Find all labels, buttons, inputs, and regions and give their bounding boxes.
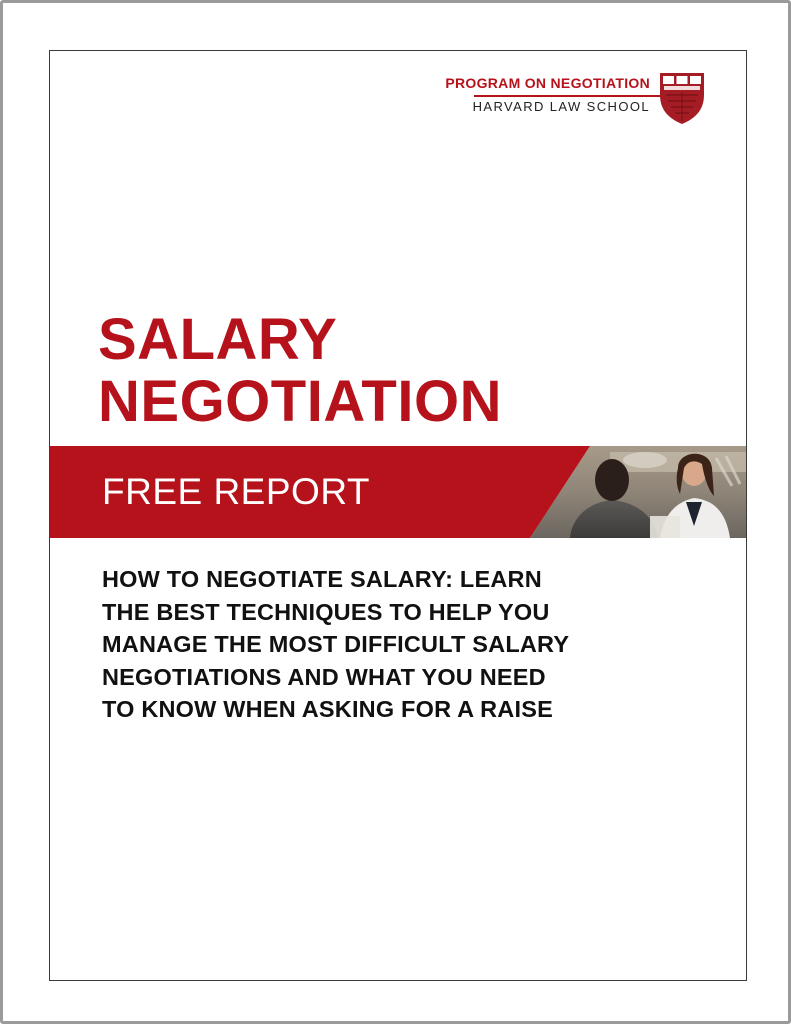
logo-program-name: PROGRAM ON NEGOTIATION bbox=[445, 75, 650, 91]
title-line: NEGOTIATION bbox=[98, 369, 502, 434]
report-title bbox=[98, 309, 502, 433]
subtitle-line: MANAGE THE MOST DIFFICULT SALARY bbox=[102, 631, 570, 657]
subtitle-line: NEGOTIATIONS AND WHAT YOU NEED bbox=[102, 663, 546, 690]
subtitle-line: HOW TO NEGOTIATE SALARY: LEARN bbox=[102, 566, 542, 592]
report-subtitle bbox=[102, 563, 702, 726]
subtitle-line: THE BEST TECHNIQUES TO HELP YOU bbox=[102, 598, 550, 625]
program-on-negotiation-logo bbox=[445, 71, 728, 127]
title-line: SALARY bbox=[98, 307, 338, 372]
free-report-label: FREE REPORT bbox=[102, 471, 370, 512]
logo-school-name: HARVARD LAW SCHOOL bbox=[472, 99, 650, 114]
subtitle-line: TO KNOW WHEN ASKING FOR A RAISE bbox=[102, 696, 553, 722]
harvard-shield-icon bbox=[658, 71, 706, 125]
logo-divider bbox=[474, 95, 668, 97]
report-cover-page bbox=[49, 50, 747, 981]
